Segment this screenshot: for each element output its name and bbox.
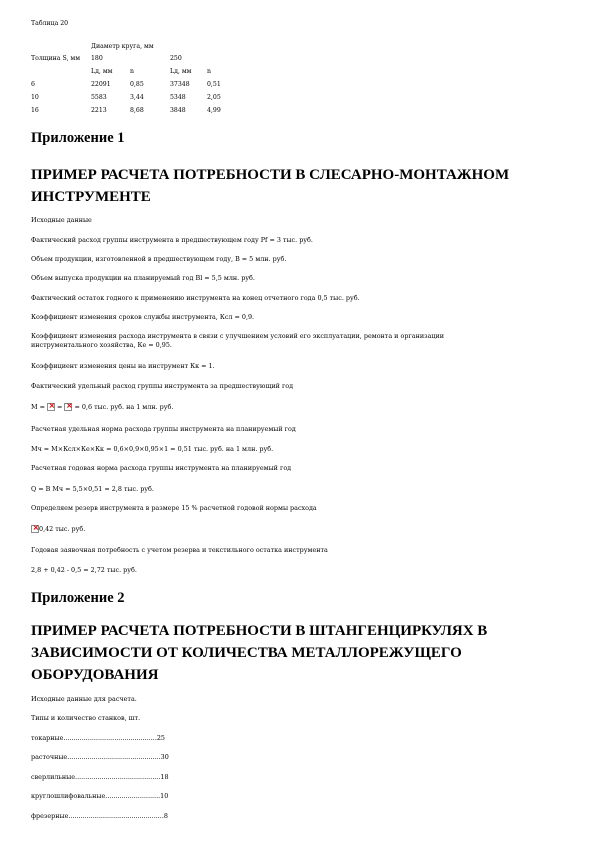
- broken-image-icon: [47, 403, 55, 411]
- table-cell-n2: 2,05: [207, 94, 221, 101]
- formula-specific-consumption: [31, 403, 566, 412]
- machine-count: 18: [160, 773, 169, 781]
- table-cell-n1: 3,44: [130, 94, 144, 101]
- list-item: [31, 812, 566, 821]
- table-row-header: Толщина S, мм: [31, 55, 81, 62]
- table-cell-ld1: 22091: [91, 81, 111, 88]
- machine-count: 30: [160, 753, 169, 761]
- paragraph-remaining-tools: Фактический остаток годного к применению инструмента на конец отчетного года 0,5 тыс. руб.: [31, 294, 360, 302]
- paragraph-calc-data: Исходные данные для расчета.: [31, 695, 137, 703]
- machine-name: токарные: [31, 734, 64, 742]
- paragraph-annual-demand: Годовая заявочная потребность с учетом резерва и текстильного остатка инструмента: [31, 546, 328, 554]
- appendix-2-title: ПРИМЕР РАСЧЕТА ПОТРЕБНОСТИ В ШТАНГЕНЦИРКУЛЯХ В ЗАВИСИМОСТИ ОТ КОЛИЧЕСТВА МЕТАЛЛОРЕЖУЩЕГО ОБОРУДОВАНИЯ: [31, 623, 488, 683]
- table-col-ld-1: Lд, мм: [91, 68, 113, 75]
- paragraph-machine-types: Типы и количество станков, шт.: [31, 714, 141, 722]
- table-col-n-1: n: [130, 68, 134, 75]
- table-cell-ld1: 5583: [91, 94, 107, 101]
- table-cell-ld2: 37348: [170, 81, 190, 88]
- machine-name: круглошлифовальные: [31, 792, 106, 800]
- paragraph-service-life-coef: Коэффициент изменения сроков службы инструмента, Ксл = 0,9.: [31, 313, 255, 321]
- table-cell-n2: 4,99: [207, 107, 221, 114]
- appendix-1-label: Приложение 1: [31, 130, 125, 146]
- formula-annual-norm: Q = В Мч = 5,5×0,51 = 2,8 тыс. руб.: [31, 485, 154, 493]
- dot-leader: ..........................................: [75, 773, 161, 781]
- table-cell-n2: 0,51: [207, 81, 221, 88]
- dot-leader: ...............................................: [68, 812, 164, 820]
- dot-leader: ..............................................: [67, 753, 161, 761]
- paragraph-production-volume: Объем продукции, изготовленной в предшествующем году, В = 5 млн. руб.: [31, 255, 287, 263]
- machine-count: 25: [156, 734, 165, 742]
- appendix-1-title: ПРИМЕР РАСЧЕТА ПОТРЕБНОСТИ В СЛЕСАРНО-МОНТАЖНОМ ИНСТРУМЕНТЕ: [31, 167, 510, 205]
- paragraph-consumption-coef: Коэффициент изменения расхода инструмента в связи с улучшением условий его эксплуатации, ремонта и организации инструментального хозяйства, Ке = 0,95.: [31, 332, 445, 349]
- table-group-header: Диаметр круга, мм: [91, 43, 154, 50]
- paragraph-specific-consumption: Фактический удельный расход группы инструмента за предшествующий год: [31, 382, 294, 390]
- broken-image-icon: [64, 403, 72, 411]
- list-item: [31, 792, 566, 801]
- machine-name: сверлильные: [31, 773, 76, 781]
- table-col-n-2: n: [207, 68, 211, 75]
- table-cell-s: 6: [31, 81, 35, 88]
- machine-name: расточные: [31, 753, 68, 761]
- paragraph-annual-norm: Расчетная годовая норма расхода группы инструмента на планируемый год: [31, 464, 292, 472]
- machine-count: 10: [160, 792, 169, 800]
- list-item: [31, 753, 566, 762]
- paragraph-initial-data: Исходные данные: [31, 216, 92, 224]
- paragraph-reserve: Определяем резерв инструмента в размере 15 % расчетной годовой нормы расхода: [31, 504, 317, 512]
- table-cell-s: 10: [31, 94, 39, 101]
- table-cell-ld2: 3848: [170, 107, 186, 114]
- machine-count: 8: [163, 812, 168, 820]
- appendix-2-label: Приложение 2: [31, 590, 125, 606]
- table-diameter-180: 180: [91, 55, 103, 62]
- paragraph-price-coef: Коэффициент изменения цены на инструмент Кк = 1.: [31, 362, 215, 370]
- table-cell-n1: 8,68: [130, 107, 144, 114]
- paragraph-actual-consumption: Фактический расход группы инструмента в предшествующем году Рf = 3 тыс. руб.: [31, 236, 313, 244]
- formula-equals: =: [57, 403, 63, 411]
- broken-image-icon: [31, 525, 39, 533]
- table-caption: Таблица 20: [31, 20, 69, 27]
- formula-calculated-norm: Мч = М×Ксл×Ке×Кк = 0,6×0,9×0,95×1 = 0,51 тыс. руб. на 1 млн. руб.: [31, 445, 274, 453]
- paragraph-calculated-norm: Расчетная удельная норма расхода группы инструмента на планируемый год: [31, 425, 296, 433]
- dot-leader: ..............................................: [63, 734, 157, 742]
- dot-leader: ...........................: [105, 792, 161, 800]
- table-cell-n1: 0,85: [130, 81, 144, 88]
- machine-name: фрезерные: [31, 812, 69, 820]
- list-item: [31, 734, 566, 743]
- list-item: [31, 773, 566, 782]
- formula-annual-demand: 2,8 + 0,42 - 0,5 = 2,72 тыс. руб.: [31, 566, 137, 574]
- formula-result: = 0,6 тыс. руб. на 1 млн. руб.: [74, 403, 174, 411]
- paragraph-planned-volume: Объем выпуска продукции на планируемый год Вl = 5,5 млн. руб.: [31, 274, 255, 282]
- table-col-ld-2: Lд, мм: [170, 68, 192, 75]
- table-diameter-250: 250: [170, 55, 182, 62]
- formula-reserve: [31, 525, 566, 534]
- formula-reserve-value: 0,42 тыс. руб.: [39, 525, 86, 533]
- table-cell-s: 16: [31, 107, 39, 114]
- table-cell-ld1: 2213: [91, 107, 107, 114]
- formula-m-label: М =: [31, 403, 45, 411]
- table-cell-ld2: 5348: [170, 94, 186, 101]
